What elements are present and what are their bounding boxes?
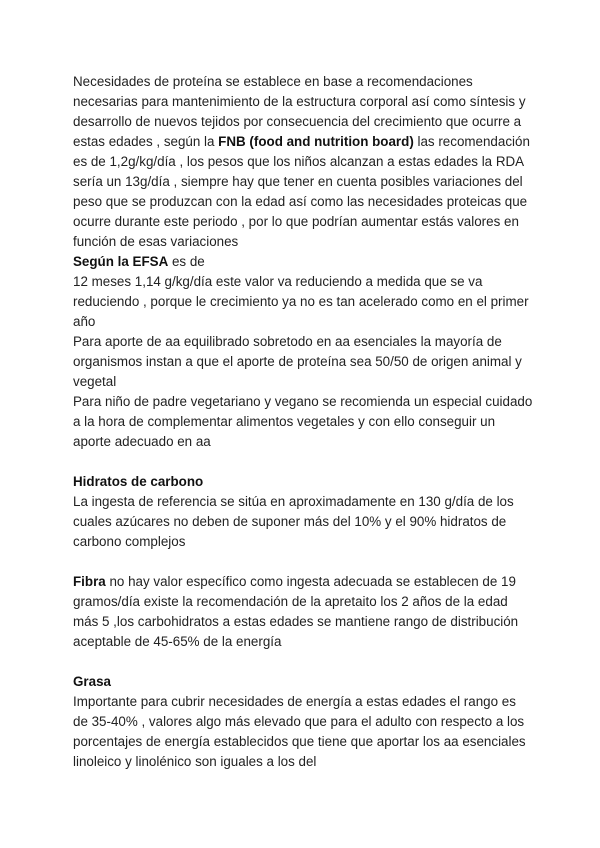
section-spacer xyxy=(73,652,533,672)
protein-intro-text: Necesidades de proteína se establece en base a recomendaciones necesarias para mantenimiento de la estructura corporal así como síntesis y desarrollo de nuevos tejidos por consecuencia del crecimiento que ocurre a estas edades , según la xyxy=(73,74,526,149)
section-spacer xyxy=(73,452,533,472)
vegetarian-paragraph: Para niño de padre vegetariano y vegano se recomienda un especial cuidado a la hora de complementar alimentos vegetales y con ello conseguir un aporte adecuado en aa xyxy=(73,394,533,449)
carbs-paragraph: La ingesta de referencia se sitúa en aproximadamente en 130 g/día de los cuales azúcares no deben de suponer más del 10% y el 90% hidratos de carbono complejos xyxy=(73,494,514,549)
fiber-text: no hay valor específico como ingesta adecuada se establecen de 19 gramos/día existe la recomendación de la apretaito los 2 años de la edad más 5 ,los carbohidratos a estas edades se mantiene rango de distribución aceptable de 45-65% de la energía xyxy=(73,574,519,649)
efsa-label: Según la EFSA xyxy=(73,254,169,269)
amino-acid-paragraph: Para aporte de aa equilibrado sobretodo en aa esenciales la mayoría de organismos instan a que el aporte de proteína sea 50/50 de origen animal y vegetal xyxy=(73,334,522,389)
carbs-heading xyxy=(73,472,533,492)
document-body xyxy=(73,72,533,772)
protein-recommendation-text: las recomendación es de 1,2g/kg/día , los pesos que los niños alcanzan a estas edades la RDA sería un 13g/día , siempre hay que tener en cuenta posibles variaciones del peso que se produzcan con la edad así como las necesidades proteicas que ocurre durante este periodo , por lo que podrían aumentar estás valores en función de esas variaciones xyxy=(73,134,530,249)
efsa-value-paragraph: 12 meses 1,14 g/kg/día este valor va reduciendo a medida que se va reduciendo , porque le crecimiento ya no es tan acelerado como en el primer año xyxy=(73,274,529,329)
fat-paragraph: Importante para cubrir necesidades de energía a estas edades el rango es de 35-40% , valores algo más elevado que para el adulto con respecto a los porcentajes de energía establecidos que tiene que aportar los aa esenciales linoleico y linolénico son iguales a los del xyxy=(73,694,526,769)
fat-heading-text: Grasa xyxy=(73,674,111,689)
efsa-suffix: es de xyxy=(168,254,205,269)
fnb-label: FNB (food and nutrition board) xyxy=(218,134,414,149)
fiber-paragraph xyxy=(73,572,533,652)
fat-heading xyxy=(73,672,533,692)
carbs-heading-text: Hidratos de carbono xyxy=(73,474,204,489)
efsa-paragraph xyxy=(73,252,533,272)
protein-intro-paragraph xyxy=(73,72,533,252)
fiber-label: Fibra xyxy=(73,574,106,589)
section-spacer xyxy=(73,552,533,572)
